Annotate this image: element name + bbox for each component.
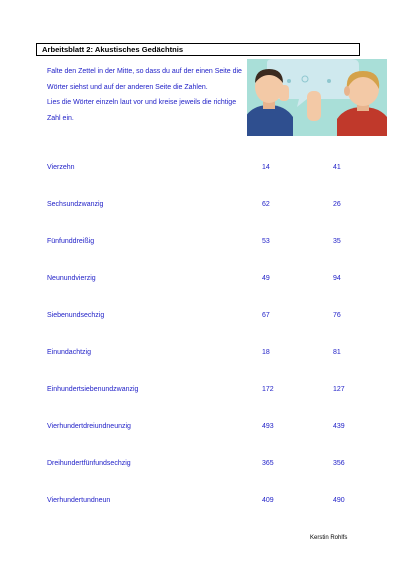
number-option-1: 49: [262, 275, 270, 282]
list-item: [0, 312, 400, 324]
number-word: Vierhundertdreiundneunzig: [47, 423, 131, 430]
number-option-1: 67: [262, 312, 270, 319]
list-item: [0, 460, 400, 472]
number-option-1: 53: [262, 238, 270, 245]
list-item: [0, 386, 400, 398]
number-option-1: 18: [262, 349, 270, 356]
number-option-2: 127: [333, 386, 345, 393]
number-option-2: 490: [333, 497, 345, 504]
list-item: [0, 275, 400, 287]
worksheet-title: Arbeitsblatt 2: Akustisches Gedächtnis: [36, 43, 360, 56]
number-option-2: 35: [333, 238, 341, 245]
number-option-2: 26: [333, 201, 341, 208]
number-word: Sechsundzwanzig: [47, 201, 104, 208]
number-option-1: 409: [262, 497, 274, 504]
number-option-1: 172: [262, 386, 274, 393]
number-option-2: 94: [333, 275, 341, 282]
number-option-1: 493: [262, 423, 274, 430]
instruction-paragraph-1: Falte den Zettel in der Mitte, so dass du auf der einen Seite die Wörter siehst und auf der anderen Seite die Zahlen.: [47, 68, 242, 91]
number-word: Vierhundertundneun: [47, 497, 111, 504]
number-word: Neunundvierzig: [47, 275, 96, 282]
number-word: Dreihundertfünfundsechzig: [47, 460, 131, 467]
list-item: [0, 238, 400, 250]
number-option-2: 356: [333, 460, 345, 467]
number-option-2: 439: [333, 423, 345, 430]
instruction-paragraph-2: Lies die Wörter einzeln laut vor und kreise jeweils die richtige Zahl ein.: [47, 99, 237, 122]
number-word: Einhundertsiebenundzwanzig: [47, 386, 139, 393]
list-item: [0, 349, 400, 361]
number-option-2: 41: [333, 164, 341, 171]
number-option-1: 14: [262, 164, 270, 171]
number-word: Fünfunddreißig: [47, 238, 95, 245]
list-item: [0, 497, 400, 509]
author-name: Kerstin Rohlfs: [310, 535, 348, 541]
number-word: Einundachtzig: [47, 349, 91, 356]
number-option-2: 76: [333, 312, 341, 319]
list-item: [0, 201, 400, 213]
number-option-1: 62: [262, 201, 270, 208]
number-option-2: 81: [333, 349, 341, 356]
list-item: [0, 423, 400, 435]
number-word: Vierzehn: [47, 164, 75, 171]
list-item: [0, 164, 400, 176]
number-option-1: 365: [262, 460, 274, 467]
number-word: Siebenundsechzig: [47, 312, 105, 319]
